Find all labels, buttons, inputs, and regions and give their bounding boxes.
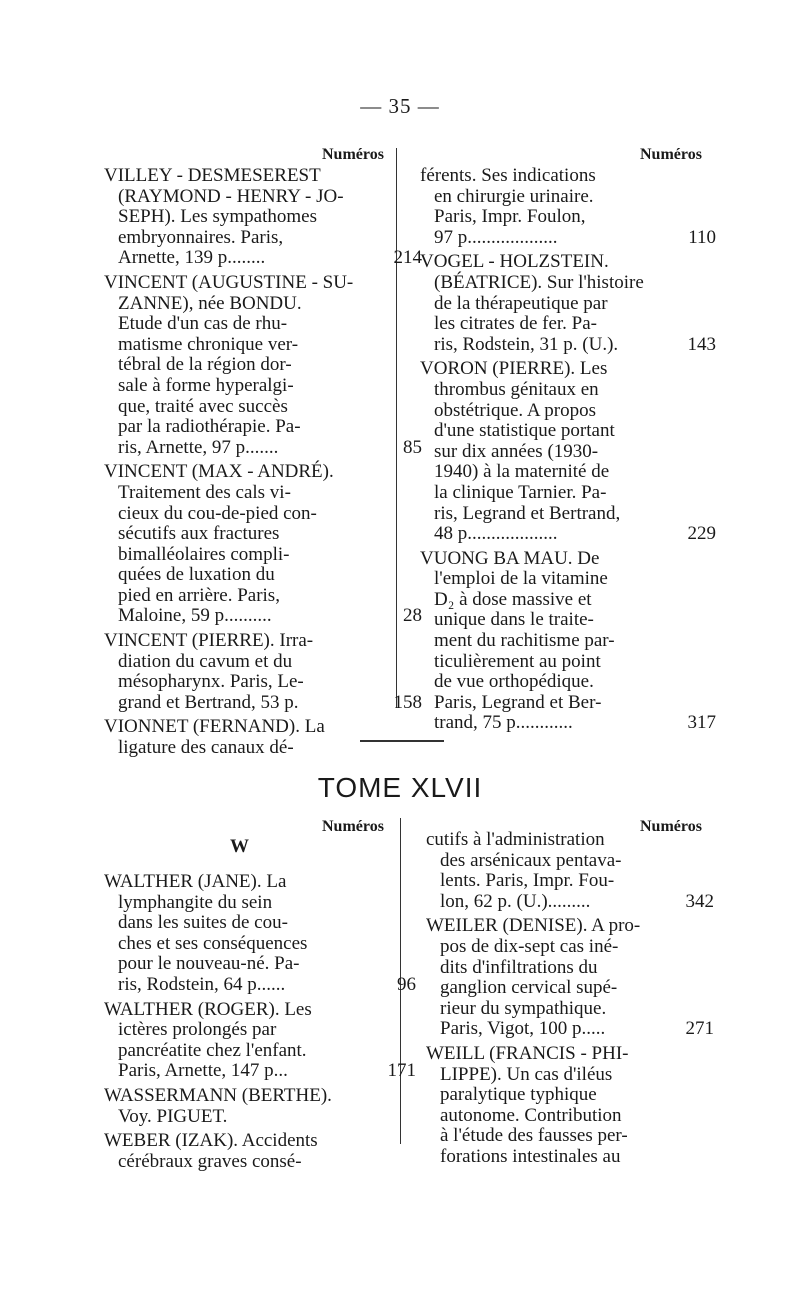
entry-text: [104, 1000, 368, 1082]
index-entry: [420, 165, 716, 248]
entry-line: ris, Legrand et Bertrand,: [434, 502, 621, 524]
index-entry: [104, 271, 422, 458]
entry-line: ris, Arnette, 97 p.......: [118, 436, 279, 458]
entry-number: 214: [393, 247, 422, 269]
entry-text: [104, 462, 374, 627]
entry-line: (RAYMOND - HENRY - JO-: [118, 185, 344, 207]
page-number: — 35 —: [360, 94, 440, 118]
entry-line: D₂ à dose massive et: [434, 588, 592, 610]
index-entry: [420, 358, 716, 545]
entry-line: Etude d'un cas de rhu-: [118, 313, 288, 335]
entry-line: VINCENT (PIERRE). Irra-: [104, 630, 314, 652]
entry-line: VIONNET (FERNAND). La: [104, 716, 325, 738]
entry-line: ligature des canaux dé-: [118, 737, 294, 759]
entry-line: 97 p...................: [434, 226, 558, 248]
entry-line: VORON (PIERRE). Les: [420, 358, 608, 380]
entry-line: à l'étude des fausses per-: [440, 1125, 628, 1147]
entry-line: sur dix années (1930-: [434, 440, 599, 462]
column-divider-top: [396, 148, 397, 708]
index-entry: [426, 829, 714, 912]
entry-line: Traitement des cals vi-: [118, 481, 291, 503]
entry-line: diation du cavum et du: [118, 650, 293, 672]
entry-line: ches et ses conséquences: [118, 932, 308, 954]
entry-line: en chirurgie urinaire.: [434, 185, 594, 207]
entry-line: unique dans le traite-: [434, 609, 594, 631]
entry-line: matisme chronique ver-: [118, 333, 299, 355]
entry-line: Paris, Arnette, 147 p...: [118, 1060, 288, 1082]
entry-line: 48 p...................: [434, 523, 558, 545]
entry-line: SEPH). Les sympathomes: [118, 206, 317, 228]
entry-line: WALTHER (ROGER). Les: [104, 998, 312, 1020]
entry-line: VOGEL - HOLZSTEIN.: [420, 251, 609, 273]
section-letter: W: [230, 836, 249, 857]
entry-line: l'emploi de la vitamine: [434, 568, 608, 590]
entry-line: embryonnaires. Paris,: [118, 226, 284, 248]
entry-line: Maloine, 59 p..........: [118, 605, 272, 627]
entry-line: ganglion cervical supé-: [440, 977, 618, 999]
entry-line: VINCENT (MAX - ANDRÉ).: [104, 461, 334, 483]
entry-number: 158: [393, 691, 422, 713]
entry-line: mésopharynx. Paris, Le-: [118, 671, 304, 693]
entry-line: lymphangite du sein: [118, 891, 273, 913]
entry-line: pour le nouveau-né. Pa-: [118, 953, 300, 975]
entries-top-left: [104, 165, 422, 763]
entry-line: férents. Ses indications: [420, 165, 596, 186]
entry-line: 1940) à la maternité de: [434, 461, 610, 483]
entries-bottom-right: [426, 829, 714, 1172]
entry-line: paralytique typhique: [440, 1084, 597, 1106]
index-entry: [104, 717, 374, 758]
entry-line: Paris, Vigot, 100 p.....: [440, 1018, 606, 1040]
index-entry: [420, 547, 716, 734]
section-divider: [360, 740, 444, 742]
entry-line: bimalléolaires compli-: [118, 543, 290, 565]
entry-line: par la radiothérapie. Pa-: [118, 416, 301, 438]
entry-line: thrombus génitaux en: [434, 378, 599, 400]
entries-bottom-left: [104, 871, 416, 1176]
entry-line: les citrates de fer. Pa-: [434, 313, 598, 335]
entry-text: [426, 916, 658, 1040]
entry-line: Paris, Impr. Foulon,: [434, 206, 586, 228]
entry-line: WASSERMANN (BERTHE).: [104, 1084, 332, 1106]
entry-line: forations intestinales au: [440, 1145, 621, 1167]
entry-text: [104, 273, 374, 458]
entry-text: [420, 359, 660, 544]
entry-line: lon, 62 p. (U.).........: [440, 890, 591, 912]
entry-line: des arsénicaux pentava-: [440, 849, 622, 871]
entry-line: dits d'infiltrations du: [440, 956, 598, 978]
entry-number: 271: [685, 1018, 714, 1040]
entry-number: 317: [687, 712, 716, 734]
entry-line: Voy. PIGUET.: [118, 1105, 228, 1127]
entry-line: ris, Rodstein, 31 p. (U.).: [434, 333, 619, 355]
entry-line: la clinique Tarnier. Pa-: [434, 481, 607, 503]
index-entry: [426, 915, 714, 1040]
entry-line: ment du rachitisme par-: [434, 630, 615, 652]
entry-number: 28: [403, 605, 422, 627]
entry-line: trand, 75 p............: [434, 712, 573, 734]
entry-text: [104, 717, 374, 758]
index-entry: [104, 461, 422, 627]
index-entry: [104, 871, 416, 996]
entry-line: ZANNE), née BONDU.: [118, 292, 302, 314]
entry-text: [104, 872, 368, 996]
index-entry: [104, 998, 416, 1082]
entry-line: que, traité avec succès: [118, 395, 288, 417]
tome-title: TOME XLVII: [317, 772, 483, 803]
numbers-header-top-left: Numéros: [322, 146, 384, 163]
entry-line: cérébraux graves consé-: [118, 1150, 302, 1172]
entry-line: lents. Paris, Impr. Fou-: [440, 870, 615, 892]
entry-line: tébral de la région dor-: [118, 354, 292, 376]
entry-line: de la thérapeutique par: [434, 292, 608, 314]
entry-text: [426, 830, 658, 912]
numbers-header-top-right: Numéros: [640, 146, 702, 163]
entry-line: WEILL (FRANCIS - PHI-: [426, 1042, 629, 1064]
entry-line: WEBER (IZAK). Accidents: [104, 1130, 318, 1152]
entry-line: pos de dix-sept cas iné-: [440, 935, 619, 957]
entry-text: [104, 631, 374, 713]
index-entry: [104, 165, 422, 269]
entry-number: 229: [687, 523, 716, 545]
entry-line: d'une statistique portant: [434, 420, 615, 442]
entry-line: dans les suites de cou-: [118, 912, 288, 934]
entry-text: [104, 166, 374, 269]
numbers-header-bottom-left: Numéros: [322, 818, 384, 835]
entry-line: pied en arrière. Paris,: [118, 584, 280, 606]
numbers-header-bottom-right: Numéros: [640, 818, 702, 835]
index-entry: [104, 1131, 368, 1172]
entry-text: [104, 1131, 368, 1172]
entries-top-right: [420, 165, 716, 738]
entry-line: cieux du cou-de-pied con-: [118, 502, 317, 524]
entry-line: LIPPE). Un cas d'iléus: [440, 1063, 613, 1085]
entry-line: WALTHER (JANE). La: [104, 871, 287, 892]
entry-line: VINCENT (AUGUSTINE - SU-: [104, 271, 354, 293]
entry-line: ris, Rodstein, 64 p......: [118, 973, 286, 995]
entry-number: 342: [685, 890, 714, 912]
entry-line: ictères prolongés par: [118, 1019, 277, 1041]
index-entry: [420, 251, 716, 355]
entry-line: pancréatite chez l'enfant.: [118, 1039, 307, 1061]
index-entry: [104, 1086, 368, 1127]
entry-number: 96: [397, 973, 416, 995]
entry-text: [420, 252, 660, 355]
entry-line: VUONG BA MAU. De: [420, 547, 600, 569]
entry-line: rieur du sympathique.: [440, 997, 607, 1019]
entry-text: [104, 1086, 368, 1127]
entry-text: [420, 166, 660, 248]
entry-number: 143: [687, 333, 716, 355]
entry-line: grand et Bertrand, 53 p.: [118, 691, 299, 713]
index-entry: [104, 630, 422, 713]
entry-line: de vue orthopédique.: [434, 671, 594, 693]
entry-line: ticulièrement au point: [434, 650, 601, 672]
entry-line: Arnette, 139 p........: [118, 247, 266, 269]
index-entry: [426, 1044, 658, 1168]
entry-line: autonome. Contribution: [440, 1104, 622, 1126]
entry-text: [426, 1044, 658, 1168]
entry-line: sécutifs aux fractures: [118, 523, 280, 545]
entry-number: 171: [387, 1060, 416, 1082]
entry-line: obstétrique. A propos: [434, 399, 597, 421]
entry-line: Paris, Legrand et Ber-: [434, 691, 602, 713]
entry-line: quées de luxation du: [118, 564, 275, 586]
entry-line: (BÉATRICE). Sur l'histoire: [434, 271, 644, 293]
entry-line: WEILER (DENISE). A pro-: [426, 915, 641, 937]
entry-line: VILLEY - DESMESEREST: [104, 165, 321, 186]
entry-line: cutifs à l'administration: [426, 829, 605, 850]
entry-number: 110: [688, 226, 716, 248]
entry-line: sale à forme hyperalgi-: [118, 374, 294, 396]
entry-text: [420, 549, 660, 734]
entry-number: 85: [403, 436, 422, 458]
